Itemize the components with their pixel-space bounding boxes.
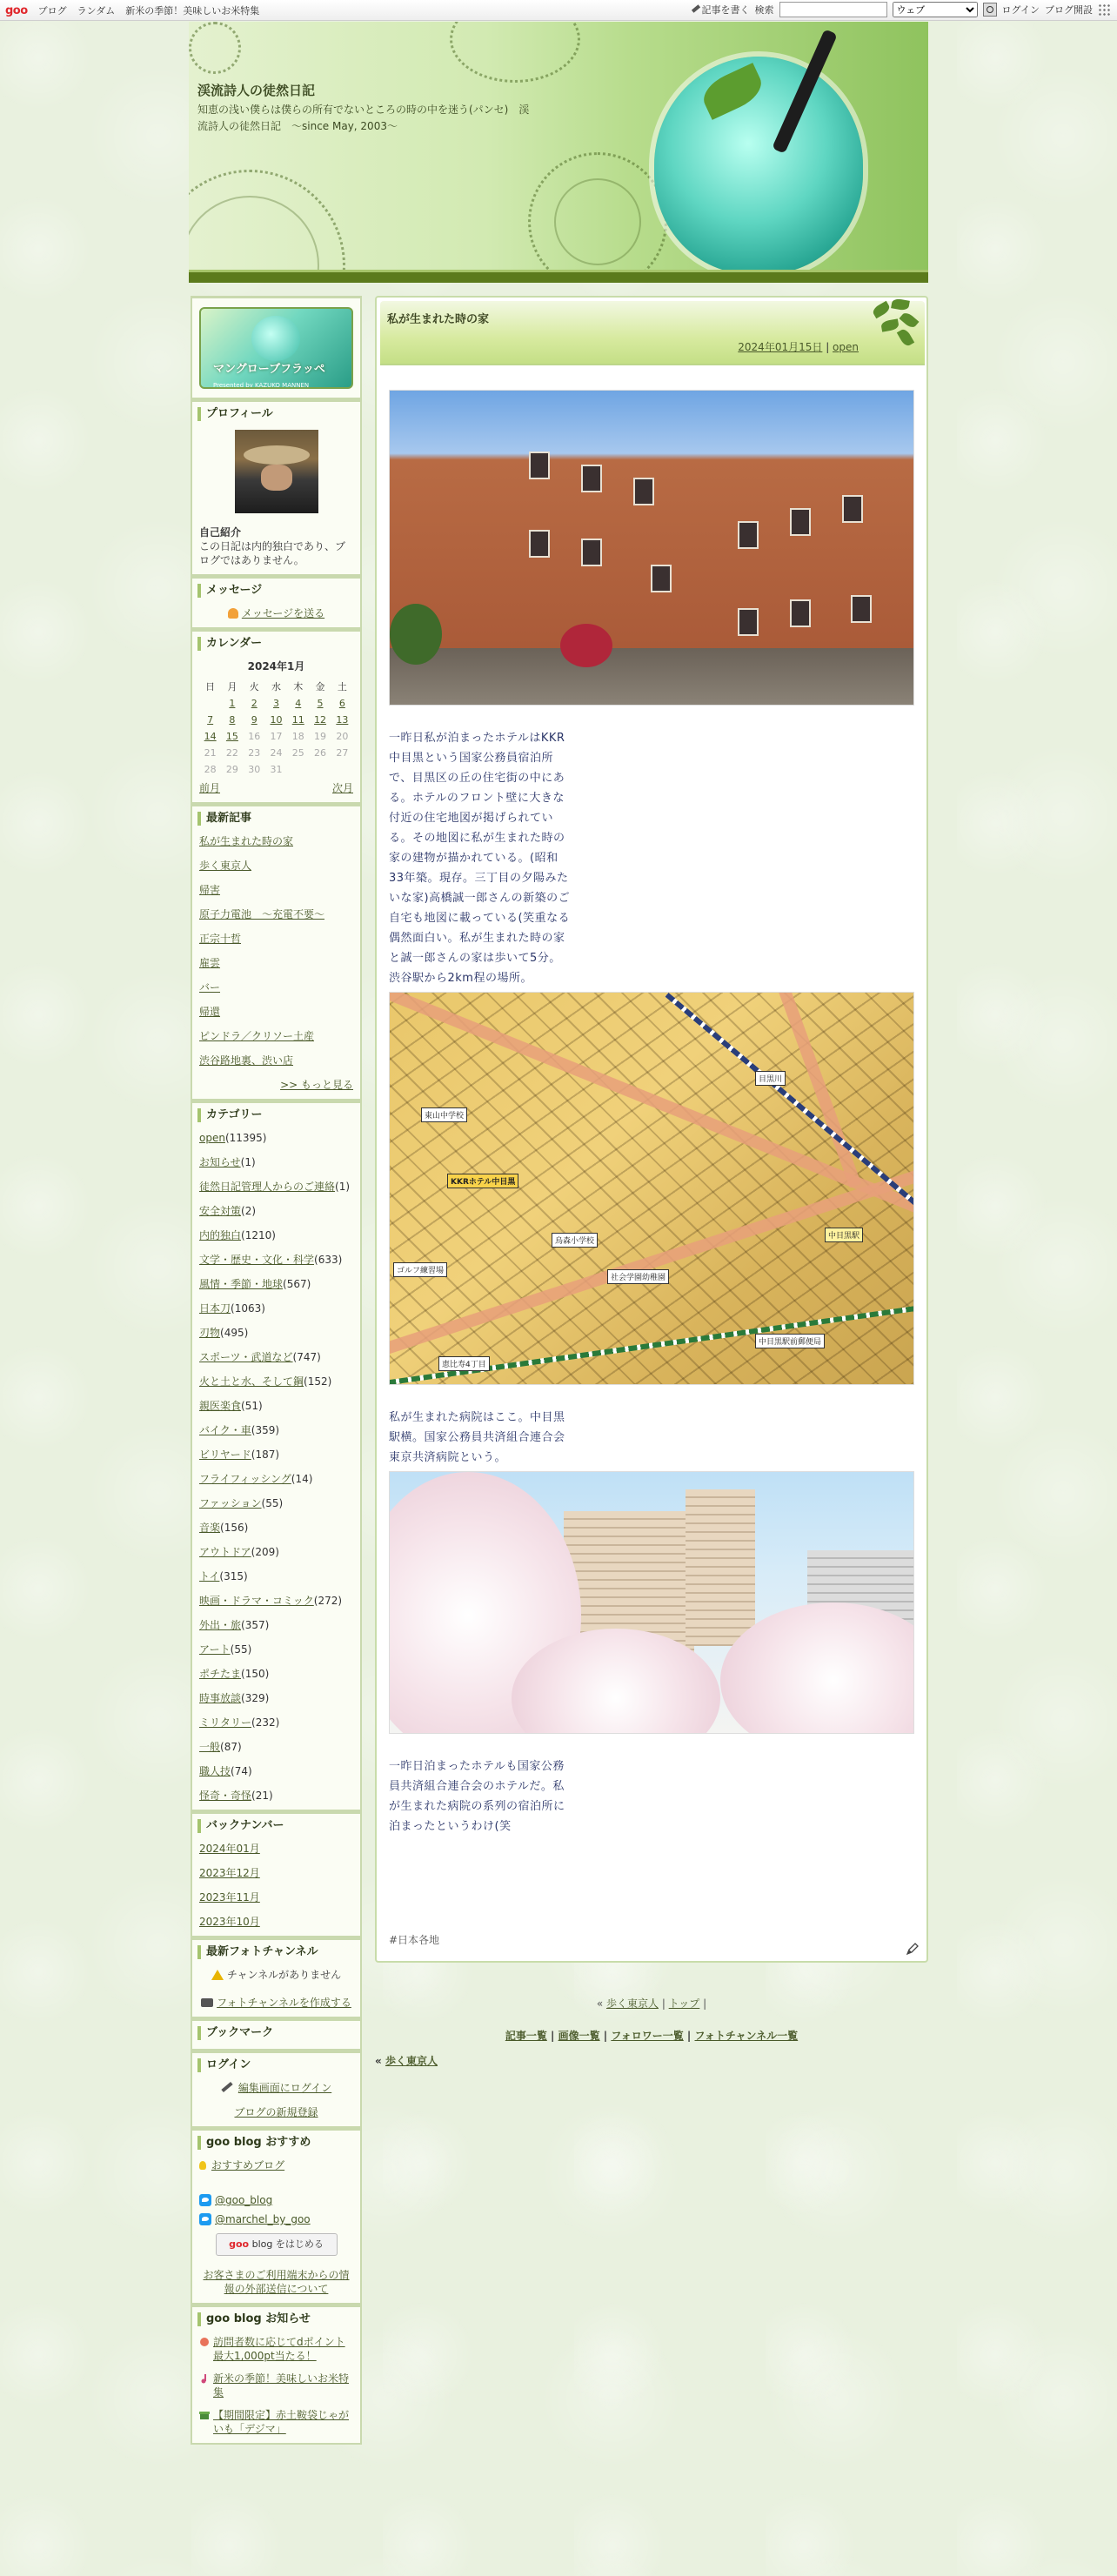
image-list-link[interactable]: 画像一覧	[558, 2030, 600, 2042]
window-shape	[842, 495, 863, 523]
calendar-day[interactable]: 2	[251, 697, 258, 709]
create-photo-channel-link[interactable]: フォトチャンネルを作成する	[217, 1997, 351, 2009]
category-item	[199, 1691, 353, 1705]
main-content	[375, 296, 928, 2068]
edit-pencil-icon[interactable]	[906, 1942, 920, 1956]
calendar-day[interactable]: 6	[338, 697, 345, 709]
recent-post-link[interactable]: 原子力電池 ～充電不要～	[199, 908, 325, 920]
category-item	[199, 1131, 353, 1145]
category-count: (567)	[283, 1278, 311, 1290]
send-message-link[interactable]: メッセージを送る	[241, 607, 325, 619]
tree-shape	[390, 604, 442, 665]
category-item	[199, 1667, 353, 1681]
follower-list-link[interactable]: フォロワー一覧	[611, 2030, 684, 2042]
blog-description: 知恵の浅い僕らは僕らの所有でないところの時の中を迷う(パンセ) 渓流詩人の徒然日記 ～since May, 2003～	[197, 104, 530, 132]
category-count: (232)	[251, 1716, 280, 1729]
recent-posts-box	[191, 804, 362, 1101]
nav-blog[interactable]: ブログ	[37, 5, 67, 17]
category-link[interactable]: ファッション	[199, 1497, 262, 1509]
news-link[interactable]: 新米の季節！美味しいお米特集	[213, 2372, 350, 2399]
category-count: (156)	[220, 1522, 249, 1534]
category-item	[199, 1764, 353, 1778]
prev-entry-link[interactable]: 歩く東京人	[605, 1997, 659, 2010]
category-count: (87)	[220, 1741, 242, 1753]
profile-box	[191, 399, 362, 576]
road-shape	[389, 1160, 914, 1360]
window-shape	[851, 595, 872, 623]
category-link[interactable]: バイク・車	[199, 1424, 251, 1436]
nav-rice-feature[interactable]: 新米の季節！美味しいお米特集	[125, 5, 260, 17]
twitter-icon	[199, 2213, 211, 2225]
category-link[interactable]: 火と土と水、そして鋼	[199, 1375, 304, 1388]
lace-decoration	[554, 178, 641, 265]
category-item	[199, 1155, 353, 1169]
map-label: 中目黒駅前郵便局	[755, 1334, 825, 1348]
category-count: (1)	[240, 1156, 256, 1168]
category-link[interactable]: open	[199, 1132, 225, 1144]
weekday: 土	[337, 680, 347, 693]
login-link[interactable]: ログイン	[1001, 4, 1040, 16]
category-link[interactable]: 刃物	[199, 1327, 221, 1339]
goo-logo: goo	[229, 2238, 250, 2250]
category-link[interactable]: 文学・歴史・文化・科学	[199, 1254, 315, 1266]
intro-text: この日記は内的独白であり、ブログではありません。	[199, 540, 346, 566]
category-item	[199, 1594, 353, 1608]
map-label: 目黒川	[755, 1071, 786, 1086]
warning-icon	[211, 1970, 224, 1980]
top-link[interactable]: トップ	[668, 1997, 700, 2010]
map-label: 東山中学校	[421, 1107, 467, 1122]
category-count: (150)	[241, 1668, 270, 1680]
calendar-day: 21	[204, 746, 217, 759]
news-link[interactable]: 訪問者数に応じてdポイント最大1,000pt当たる！	[213, 2336, 345, 2362]
recent-post-link[interactable]: 帰害	[199, 884, 221, 896]
calendar-prev-link[interactable]: 前月	[199, 782, 221, 794]
category-item	[199, 1472, 353, 1486]
category-link[interactable]: 風情・季節・地球	[199, 1278, 284, 1290]
goo-logo[interactable]: goo	[5, 3, 28, 17]
start-blog-button[interactable]: goo blog をはじめる	[216, 2233, 338, 2256]
category-item	[199, 1228, 353, 1242]
open-blog-link[interactable]: ブログ開設	[1045, 4, 1093, 16]
edit-login-link[interactable]: 編集画面にログイン	[237, 2082, 332, 2094]
mangrove-frappe-banner[interactable]	[199, 307, 353, 389]
list-links: 記事一覧 | 画像一覧 | フォロワー一覧 | フォトチャンネル一覧	[505, 2030, 799, 2042]
search-label: 検索	[754, 4, 774, 16]
calendar-heading: カレンダー	[197, 637, 353, 651]
category-count: (209)	[251, 1546, 279, 1558]
intro-title: 自己紹介	[199, 526, 242, 539]
entry-tag[interactable]: #日本各地	[389, 1934, 440, 1946]
calendar-day[interactable]: 7	[207, 713, 214, 726]
category-count: (357)	[241, 1619, 270, 1631]
category-count: (55)	[230, 1643, 252, 1656]
entry-paragraph: 私が生まれた病院はここ。中目黒駅横。国家公務員共済組合連合会東京共済病院という。	[389, 1411, 565, 1464]
calendar-day	[287, 761, 309, 778]
backnumber-link[interactable]: 2024年01月	[199, 1843, 260, 1855]
map-label: 中目黒駅	[825, 1228, 863, 1242]
calendar-day: 20	[336, 730, 349, 742]
category-item	[199, 1375, 353, 1388]
category-count: (11395)	[224, 1132, 267, 1144]
calendar-day	[331, 761, 353, 778]
entry-date-link[interactable]: 2024年01月15日	[738, 341, 823, 353]
back-entry-link[interactable]: 歩く東京人	[385, 2055, 438, 2067]
recent-posts-heading: 最新記事	[197, 812, 353, 826]
calendar-day	[309, 761, 331, 778]
calendar-day: 17	[270, 730, 283, 742]
recent-post-link[interactable]: 帰還	[199, 1006, 221, 1018]
neighborhood-map-photo[interactable]	[389, 992, 914, 1385]
map-label: KKRホテル中目黒	[447, 1174, 518, 1188]
gift-icon	[199, 2410, 210, 2420]
recent-post-link[interactable]: 私が生まれた時の家	[199, 835, 294, 847]
calendar-day[interactable]: 4	[295, 697, 302, 709]
hotel-photo[interactable]	[389, 390, 914, 706]
category-count: (51)	[241, 1400, 263, 1412]
write-post-link[interactable]: 記事を書く	[692, 3, 750, 17]
category-item	[199, 1569, 353, 1583]
category-count: (315)	[219, 1570, 248, 1582]
map-label: 烏森小学校	[552, 1233, 598, 1248]
category-count: (272)	[313, 1595, 343, 1607]
external-transmission-notice-link[interactable]: お客さまのご利用端末からの情報の外部送信について	[203, 2269, 350, 2295]
category-item	[199, 1545, 353, 1559]
map-label: ゴルフ練習場	[393, 1262, 447, 1277]
window-shape	[581, 539, 602, 566]
blog-header	[189, 22, 928, 283]
category-item	[199, 1448, 353, 1462]
profile-heading: プロフィール	[197, 407, 353, 421]
news-link[interactable]: 【期間限定】赤土鞍袋じゃがいも「デジマ」	[213, 2409, 350, 2435]
entry-paragraph: 一昨日泊まったホテルも国家公務員共済組合連合会のホテルだ。私が生まれた病院の系列の宿泊所に泊まったというわけ(笑	[389, 1760, 565, 1833]
login-box	[191, 2051, 362, 2128]
backnumber-heading: バックナンバー	[197, 1819, 353, 1833]
calendar-day: 18	[291, 730, 304, 742]
tree-shape	[560, 624, 612, 667]
nav-random[interactable]: ランダム	[77, 5, 116, 17]
news-heading: goo blog お知らせ	[197, 2312, 353, 2326]
entry-title[interactable]: 私が生まれた時の家	[387, 313, 490, 326]
calendar-day[interactable]: 13	[336, 713, 349, 726]
backnumber-link[interactable]: 2023年11月	[199, 1891, 260, 1904]
bulb-icon	[199, 2161, 206, 2170]
category-link[interactable]: 親医楽食	[199, 1400, 242, 1412]
photo-channel-heading: 最新フォトチャンネル	[197, 1945, 353, 1959]
calendar-month: 2024年1月	[247, 660, 305, 672]
calendar-day[interactable]: 8	[229, 713, 236, 726]
category-count: (1210)	[241, 1229, 276, 1241]
twitter-goo-blog-link[interactable]: @goo_blog	[215, 2194, 273, 2206]
rail-shape	[389, 1300, 914, 1385]
category-link[interactable]: 外出・旅	[199, 1619, 242, 1631]
category-item	[199, 1618, 353, 1632]
meta-separator: |	[822, 341, 833, 353]
map-label: 恵比寿4丁目	[438, 1356, 490, 1371]
building-shape	[686, 1489, 755, 1646]
category-link[interactable]: トイ	[199, 1570, 220, 1582]
recent-post-link[interactable]: バー	[199, 981, 221, 994]
category-count: (152)	[304, 1375, 332, 1388]
lace-decoration	[189, 22, 241, 74]
search-input[interactable]	[779, 2, 887, 17]
no-channel-text: チャンネルがありません	[226, 1969, 342, 1981]
category-link[interactable]: アウトドア	[199, 1546, 251, 1558]
bookmark-heading: ブックマーク	[197, 2026, 353, 2040]
category-item	[199, 1643, 353, 1656]
map-label: 社会学園幼稚園	[607, 1269, 669, 1284]
bookmark-box	[191, 2018, 362, 2051]
calendar-day[interactable]: 10	[270, 713, 283, 726]
category-item	[199, 1326, 353, 1340]
category-item	[199, 1789, 353, 1803]
category-link[interactable]: ミリタリー	[199, 1716, 252, 1729]
back-nav	[375, 2053, 928, 2068]
calendar-day[interactable]: 11	[291, 713, 304, 726]
calendar-day: 22	[225, 746, 238, 759]
recent-post-link[interactable]: 渋谷路地裏、渋い店	[199, 1054, 294, 1067]
calendar-day[interactable]: 9	[251, 713, 258, 726]
calendar-day: 24	[270, 746, 283, 759]
entry-body	[377, 365, 926, 1947]
entry-pager: « 歩く東京人 | トップ |	[596, 1997, 707, 2010]
category-link[interactable]: フライフィッシング	[199, 1473, 291, 1485]
category-item	[199, 1521, 353, 1535]
calendar-day	[199, 695, 221, 712]
window-shape	[738, 608, 759, 636]
category-count: (1)	[335, 1181, 351, 1193]
entry-paragraph: 一昨日私が泊まったホテルはKKR中目黒という国家公務員宿泊所で、目黒区の丘の住宅街の中にある。ホテルのフロント壁に大きな付近の住宅地図が掲げられている。その地図に私が生まれた時の家の建物が描かれている。(昭和33年築。現存。三丁目の夕陽みたいな家)高橋誠一郎さんの新築のご自宅も地図に載っている(笑重なる偶然面白い。私が生まれた時の家と誠一郎さんの家は歩いて5分。渋谷駅から2km程の場所。	[389, 732, 571, 985]
category-box	[191, 1101, 362, 1811]
category-item	[199, 1496, 353, 1510]
window-shape	[529, 530, 550, 558]
weekday: 木	[293, 680, 304, 693]
calendar-day: 31	[270, 763, 283, 775]
point-icon	[199, 2337, 210, 2347]
banner-title: マングローブフラッペ	[213, 363, 325, 376]
category-link[interactable]: 日本刀	[199, 1302, 231, 1315]
more-posts-link[interactable]: >> もっと見る	[280, 1079, 353, 1091]
top-bar	[0, 0, 1117, 21]
recent-post-link[interactable]: ピンドラ／クリソー土産	[199, 1030, 315, 1042]
message-icon	[228, 608, 238, 619]
pencil-icon	[221, 2082, 232, 2092]
leaf-decoration-icon	[866, 296, 923, 357]
category-link[interactable]: 音楽	[199, 1522, 221, 1534]
sidebar	[191, 296, 362, 2445]
calendar-day: 30	[248, 763, 261, 775]
calendar-day: 25	[291, 746, 304, 759]
category-item	[199, 1423, 353, 1437]
entry-meta	[738, 339, 859, 354]
calendar-day[interactable]: 3	[272, 697, 279, 709]
calendar-box	[191, 629, 362, 804]
entry-category-link[interactable]: open	[833, 341, 859, 353]
post-list-link[interactable]: 記事一覧	[505, 2030, 547, 2042]
weekday: 金	[315, 680, 325, 693]
prev-arrow: «	[596, 1997, 604, 2010]
lace-decoration	[450, 22, 580, 83]
category-item	[199, 1716, 353, 1730]
calendar-table	[199, 679, 353, 778]
recent-post-link[interactable]: 歩く東京人	[199, 860, 252, 872]
calendar-day[interactable]: 5	[317, 697, 324, 709]
category-count: (329)	[241, 1692, 270, 1704]
calendar-day[interactable]: 15	[225, 730, 238, 742]
apps-grid-icon[interactable]	[1098, 3, 1110, 16]
weekday: 月	[227, 680, 237, 693]
calendar-day: 27	[336, 746, 349, 759]
banner-box	[191, 296, 362, 399]
category-item	[199, 1253, 353, 1267]
window-shape	[651, 565, 672, 592]
recent-post-link[interactable]: 正宗十哲	[199, 933, 242, 945]
entry-header	[380, 301, 925, 365]
category-link[interactable]: 時事放談	[199, 1692, 242, 1704]
category-link[interactable]: 職人技	[199, 1765, 231, 1777]
news-box	[191, 2305, 362, 2445]
weekday: 日	[205, 680, 216, 693]
window-shape	[529, 452, 550, 479]
category-count: (55)	[261, 1497, 284, 1509]
category-link[interactable]: 怪奇・奇怪	[199, 1790, 252, 1802]
category-count: (2)	[241, 1205, 257, 1217]
category-link[interactable]: ビリヤード	[199, 1449, 251, 1461]
recommend-heading: goo blog おすすめ	[197, 2136, 353, 2150]
search-icon[interactable]	[983, 3, 997, 17]
rail-shape	[666, 993, 914, 1276]
category-count: (21)	[251, 1790, 273, 1802]
blog-entry	[375, 296, 928, 1963]
message-heading: メッセージ	[197, 584, 353, 598]
category-count: (495)	[220, 1327, 249, 1339]
category-count: (74)	[231, 1765, 252, 1777]
window-shape	[738, 521, 759, 549]
back-arrow: «	[375, 2055, 382, 2067]
header-bottom-bar	[189, 270, 928, 283]
category-heading: カテゴリー	[197, 1108, 353, 1122]
twitter-icon	[199, 2194, 211, 2206]
calendar-day: 28	[204, 763, 217, 775]
backnumber-link[interactable]: 2023年12月	[199, 1867, 260, 1879]
calendar-day: 26	[314, 746, 327, 759]
new-blog-register-link[interactable]: ブログの新規登録	[234, 2106, 318, 2118]
category-item	[199, 1204, 353, 1218]
recent-post-link[interactable]: 雇雲	[199, 957, 221, 969]
window-shape	[633, 478, 654, 505]
window-shape	[790, 508, 811, 536]
category-item	[199, 1399, 353, 1413]
category-count: (1063)	[231, 1302, 265, 1315]
category-link[interactable]: アート	[199, 1643, 231, 1656]
avatar[interactable]	[235, 430, 318, 513]
calendar-day: 29	[225, 763, 238, 775]
music-note-icon	[199, 2373, 210, 2384]
calendar-day: 23	[248, 746, 261, 759]
message-box	[191, 576, 362, 629]
category-item	[199, 1301, 353, 1315]
category-link[interactable]: 安全対策	[199, 1205, 242, 1217]
category-link[interactable]: 映画・ドラマ・コミック	[199, 1595, 314, 1607]
backnumber-link[interactable]: 2023年10月	[199, 1916, 260, 1928]
category-count: (14)	[291, 1473, 313, 1485]
category-count: (187)	[251, 1449, 280, 1461]
photo-channel-box	[191, 1937, 362, 2018]
category-link[interactable]: スポーツ・武道など	[199, 1351, 293, 1363]
category-count: (359)	[251, 1424, 280, 1436]
login-heading: ログイン	[197, 2058, 353, 2072]
recommended-blog-link[interactable]: おすすめブログ	[211, 2159, 285, 2171]
blog-title[interactable]: 渓流詩人の徒然日記	[197, 83, 316, 98]
calendar-day: 19	[314, 730, 327, 742]
category-list	[199, 1131, 353, 1803]
window-shape	[581, 465, 602, 492]
category-link[interactable]: 内的独白	[199, 1229, 242, 1241]
category-item	[199, 1180, 353, 1194]
calendar-day[interactable]: 14	[204, 730, 217, 742]
category-link[interactable]: 一般	[199, 1741, 221, 1753]
twitter-marchel-link[interactable]: @marchel_by_goo	[215, 2213, 311, 2225]
calendar-next-link[interactable]: 次月	[331, 782, 353, 794]
weekday: 水	[271, 680, 281, 693]
category-link[interactable]: お知らせ	[199, 1156, 241, 1168]
shaved-ice-icon	[251, 316, 300, 361]
calendar-day: 16	[248, 730, 261, 742]
category-link[interactable]: ポチたま	[199, 1668, 242, 1680]
recommend-box	[191, 2128, 362, 2305]
category-item	[199, 1277, 353, 1291]
category-count: (747)	[292, 1351, 321, 1363]
backnumber-box	[191, 1811, 362, 1937]
calendar-day[interactable]: 1	[229, 697, 236, 709]
search-scope-select[interactable]	[893, 2, 978, 17]
category-link[interactable]: 徒然日記管理人からのご連絡	[199, 1181, 336, 1193]
category-item	[199, 1740, 353, 1754]
category-count: (633)	[314, 1254, 343, 1266]
banner-subtitle: Presented by KAZUKO MANNEN	[213, 382, 310, 389]
camera-icon	[201, 1998, 213, 2007]
hospital-cherry-blossom-photo[interactable]	[389, 1471, 914, 1734]
window-shape	[790, 599, 811, 627]
weekday: 火	[249, 680, 259, 693]
pencil-icon	[691, 4, 699, 12]
calendar-day[interactable]: 12	[314, 713, 327, 726]
photo-channel-list-link[interactable]: フォトチャンネル一覧	[694, 2030, 799, 2042]
category-item	[199, 1350, 353, 1364]
